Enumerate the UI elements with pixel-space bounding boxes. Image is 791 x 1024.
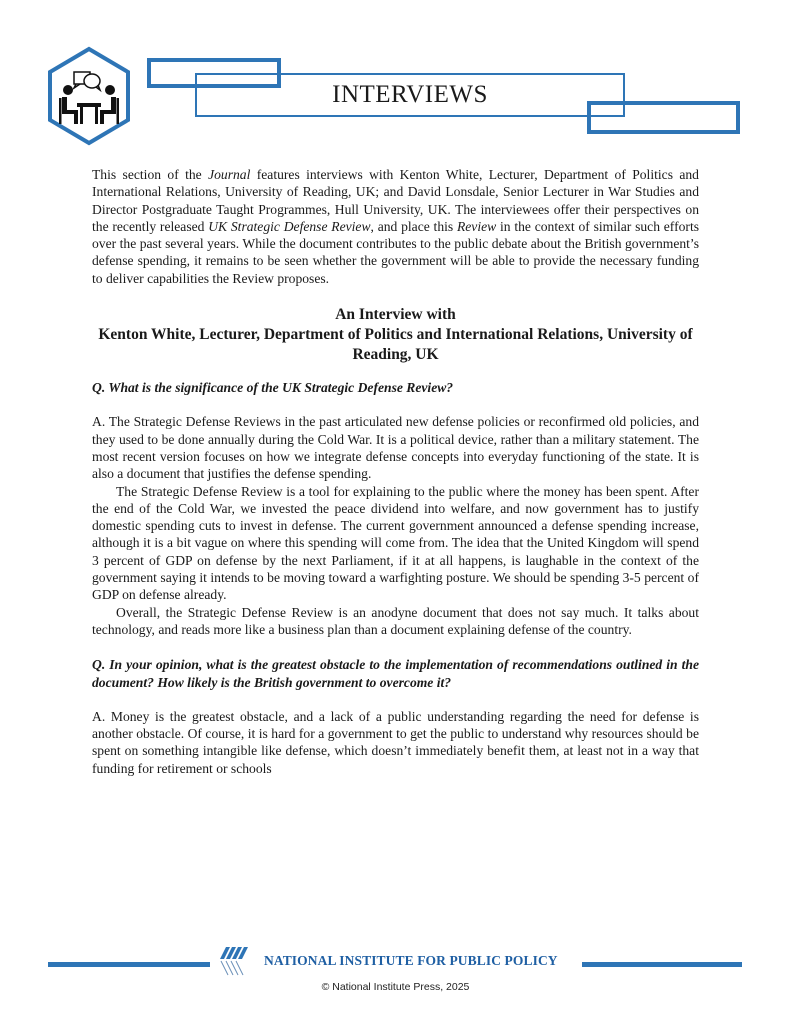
footer-org-name: NATIONAL INSTITUTE FOR PUBLIC POLICY: [264, 953, 558, 968]
footer-rule-left: [48, 962, 210, 967]
intro-paragraph: This section of the Journal features interviews with Kenton White, Lecturer, Department of Politics and International Relations, University of Reading, UK; and David Lonsdale, Senior Lecturer in War Studies and Director Postgraduate Taught Programmes, Hull University, UK. The interviewees offer their perspectives on the recently released UK Strategic Defense Review, and place this Review in the context of similar such efforts over the past several years. While the document contributes to the public debate about the British government’s defense spending, it remains to be seen whether the government will be able to provide the necessary funding to deliver capabilities the Review proposes.: [92, 167, 700, 286]
answer-paragraph: The Strategic Defense Review is a tool for explaining to the public where the money has been spent. After the end of the Cold War, we invested the peace dividend into welfare, and now government has to justify domestic spending cuts to invest in defense. The current government announced a defense spending increase, although it is a bit vague on where this spending will come from. The idea that the United Kingdom will spend 3 percent of GDP on defense by the next Parliament, if it at all happens, is laughable in the context of the government saying it intends to be moving toward a warfighting posture. We should be spending 3-5 percent of GDP on defense already.: [92, 483, 699, 603]
answer-paragraph: Overall, the Strategic Defense Review is an anodyne document that does not say much. It talks about technology, and reads more like a business plan than a document explaining defense of the country.: [92, 604, 699, 637]
footer-copyright: © National Institute Press, 2025: [321, 981, 470, 993]
nipp-logo-icon: [218, 945, 258, 977]
journal-title: Journal: [208, 167, 251, 182]
answer-paragraph: A. The Strategic Defense Reviews in the past articulated new defense policies or reconfirmed old policies, and they used to be done annually during the Cold War. It is a political device, rather than a military statement. The most recent version focuses on how we integrate defense concepts into everyday functioning of the state. It is also a document that justifies the defense spending.: [92, 414, 699, 482]
sdr-title: UK Strategic Defense Review: [208, 218, 371, 234]
interview-heading: An Interview with Kenton White, Lecturer, Department of Politics and International Relations, University of Reading, UK: [98, 306, 693, 364]
article-body: [92, 166, 699, 777]
interview-people-icon: [44, 46, 134, 146]
review-title: Review: [456, 218, 497, 234]
section-title: INTERVIEWS: [332, 81, 488, 108]
question-2: Q. In your opinion, what is the greatest obstacle to the implementation of recommendations outlined in the document? How likely is the British government to overcome it?: [92, 657, 699, 690]
footer-rule-right: [582, 962, 742, 967]
question-1: Q. What is the significance of the UK Strategic Defense Review?: [92, 380, 454, 396]
answer-paragraph: A. Money is the greatest obstacle, and a lack of a public understanding regarding the need for defense is another obstacle. Of course, it is hard for a government to get the public to understand why resources should be spent on something intangible like defense, which doesn’t immediately benefit them, at least not in a way that funding for retirement or schools: [92, 708, 699, 776]
